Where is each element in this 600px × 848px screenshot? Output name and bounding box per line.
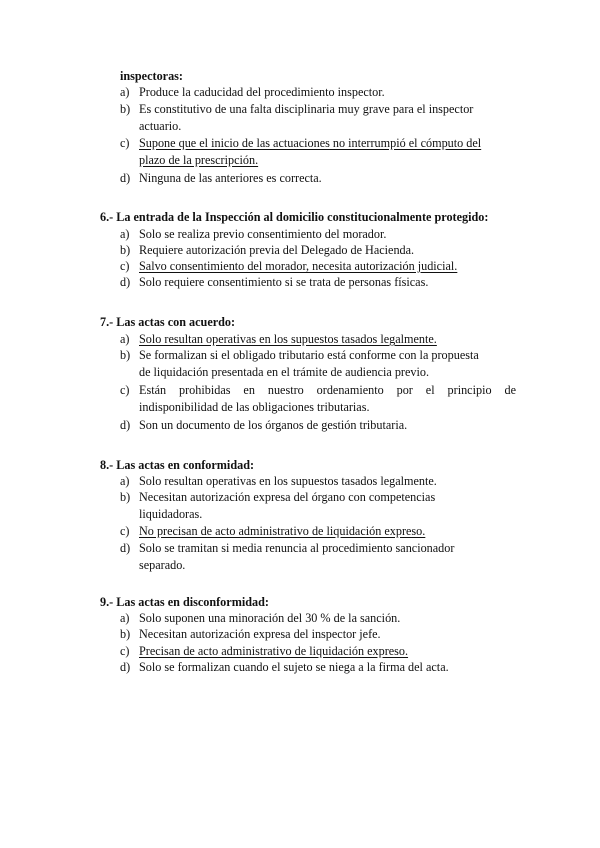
q7-option-b: b) Se formalizan si el obligado tributario está conforme con la propuesta [120, 348, 479, 362]
intro-option-c: c) Supone que el inicio de las actuaciones no interrumpió el cómputo del [120, 136, 482, 150]
intro-option-b: b) Es constitutivo de una falta disciplinaria muy grave para el inspector [120, 102, 474, 116]
q7-option-c-cont: indisponibilidad de las obligaciones tributarias. [139, 400, 370, 414]
q6-option-d: d) Solo requiere consentimiento si se trata de personas físicas. [120, 275, 429, 289]
intro-heading: inspectoras: [120, 69, 183, 83]
q7-option-a: a) Solo resultan operativas en los supuestos tasados legalmente. [120, 332, 437, 346]
question-7-title: 7.- Las actas con acuerdo: [100, 315, 236, 329]
q8-option-d-cont: separado. [139, 558, 186, 572]
q7-option-b-cont: de liquidación presentada en el trámite de audiencia previo. [139, 365, 430, 379]
q8-option-d: d) Solo se tramitan si media renuncia al procedimiento sancionador [120, 541, 455, 555]
question-9-title: 9.- Las actas en disconformidad: [100, 595, 269, 609]
q6-option-b: b) Requiere autorización previa del Delegado de Hacienda. [120, 243, 415, 257]
q8-option-c: c) No precisan de acto administrativo de liquidación expreso. [120, 524, 426, 538]
q6-option-c: c) Salvo consentimiento del morador, necesita autorización judicial. [120, 259, 458, 273]
q8-option-a: a) Solo resultan operativas en los supuestos tasados legalmente. [120, 474, 437, 488]
q9-option-a: a) Solo suponen una minoración del 30 % de la sanción. [120, 611, 401, 625]
question-8-title: 8.- Las actas en conformidad: [100, 458, 255, 472]
q8-option-b: b) Necesitan autorización expresa del órgano con competencias [120, 490, 436, 504]
intro-option-b-cont: actuario. [139, 119, 182, 133]
q6-option-a: a) Solo se realiza previo consentimiento del morador. [120, 227, 387, 241]
q7-option-d: d) Son un documento de los órganos de gestión tributaria. [120, 418, 408, 432]
q9-option-d: d) Solo se formalizan cuando el sujeto se niega a la firma del acta. [120, 660, 449, 674]
q7-option-c: c) Están prohibidas en nuestro ordenamiento por el principio de [120, 383, 516, 397]
intro-option-a: a) Produce la caducidad del procedimiento inspector. [120, 85, 385, 99]
intro-option-d: d) Ninguna de las anteriores es correcta. [120, 171, 322, 185]
question-6-title: 6.- La entrada de la Inspección al domicilio constitucionalmente protegido: [100, 210, 489, 224]
q9-option-c: c) Precisan de acto administrativo de liquidación expreso. [120, 644, 409, 658]
q9-option-b: b) Necesitan autorización expresa del inspector jefe. [120, 627, 381, 641]
q8-option-b-cont: liquidadoras. [139, 507, 203, 521]
intro-option-c-cont: plazo de la prescripción. [139, 153, 259, 167]
